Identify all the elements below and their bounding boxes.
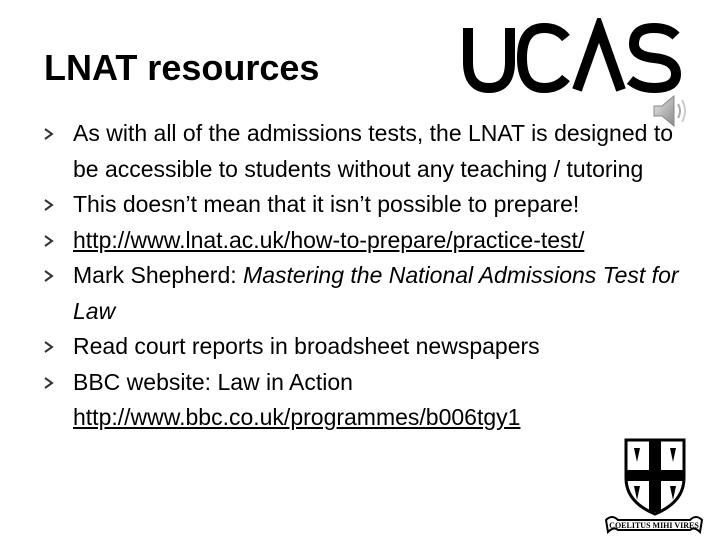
bullet-item [42, 365, 692, 436]
bullet-author: Mark Shepherd: [73, 262, 244, 288]
bullet-item [42, 223, 692, 259]
bullet-arrow-icon [42, 223, 56, 258]
bullet-text: BBC website: Law in Action [73, 368, 353, 395]
bullet-item [42, 187, 692, 223]
crest-motto: COELITUS MIHI VIRES [609, 521, 699, 530]
bullet-arrow-icon [42, 258, 56, 293]
bullet-text: This doesn’t mean that it isn’t possible to prepare! [73, 191, 580, 217]
bullet-item [42, 329, 692, 365]
bullet-book-title: Mastering the National Admissions Test for Law [73, 262, 679, 324]
bullet-arrow-icon [42, 329, 56, 364]
bullet-list [42, 116, 692, 436]
bullet-text: As with all of the admissions tests, the LNAT is designed to be accessible to students without any teaching / tutoring [73, 120, 673, 182]
ucas-logo [462, 18, 686, 96]
slide-title: LNAT resources [44, 47, 320, 88]
bullet-arrow-icon [42, 187, 56, 222]
lnat-practice-test-link[interactable]: http://www.lnat.ac.uk/how-to-prepare/practice-test/ [73, 226, 585, 253]
bullet-arrow-icon [42, 116, 56, 151]
bullet-item [42, 258, 692, 329]
ucas-logo-text: UCAS [462, 18, 465, 19]
bbc-law-in-action-link[interactable]: http://www.bbc.co.uk/programmes/b006tgy1 [73, 404, 521, 430]
bullet-text: Read court reports in broadsheet newspapers [73, 333, 540, 359]
bullet-item [42, 116, 692, 187]
bullet-arrow-icon [42, 365, 56, 400]
school-crest-icon [602, 432, 706, 536]
